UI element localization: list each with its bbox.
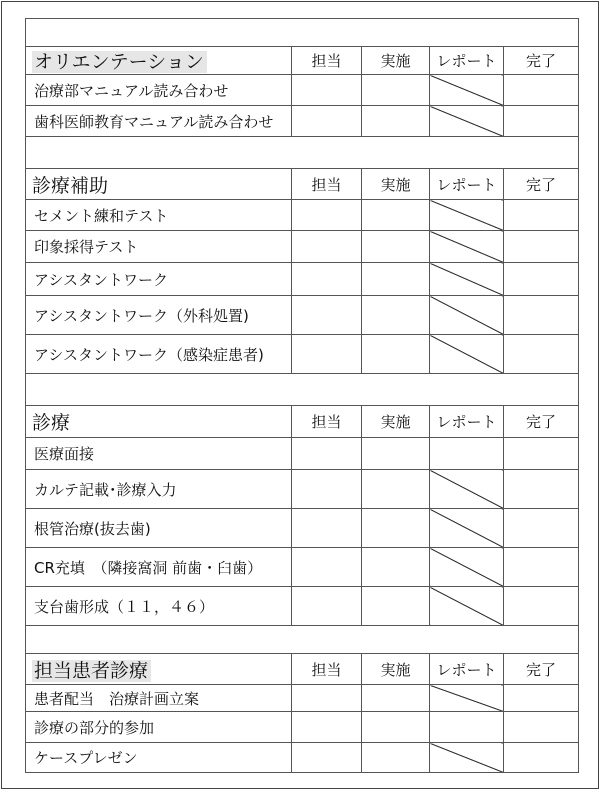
tanto-cell[interactable] [292, 743, 362, 773]
jisshi-cell[interactable] [362, 438, 430, 470]
item-label: 印象採得テスト [26, 231, 292, 263]
report-cell[interactable] [430, 438, 504, 470]
item-label: アシスタントワーク [26, 263, 292, 296]
jisshi-cell[interactable] [362, 106, 430, 137]
jisshi-cell[interactable] [362, 263, 430, 296]
table-row [26, 438, 579, 470]
kanryo-cell[interactable] [504, 335, 579, 374]
section-title: 診療補助 [32, 174, 109, 197]
section-header-shinryo-hojo [26, 169, 579, 200]
report-cell-na [430, 200, 504, 231]
table-row [26, 263, 579, 296]
column-header-tanto: 担当 [292, 47, 362, 75]
item-label: 歯科医師教育マニュアル読み合わせ [26, 106, 292, 137]
jisshi-cell[interactable] [362, 470, 430, 509]
tanto-cell[interactable] [292, 470, 362, 509]
column-header-report: レポート [430, 654, 504, 685]
kanryo-cell[interactable] [504, 548, 579, 587]
item-label: 診療の部分的参加 [26, 712, 292, 743]
table-row [26, 685, 579, 712]
kanryo-cell[interactable] [504, 106, 579, 137]
column-header-kanryo: 完了 [504, 47, 579, 75]
kanryo-cell[interactable] [504, 587, 579, 626]
item-label: アシスタントワーク（外科処置) [26, 296, 292, 335]
jisshi-cell[interactable] [362, 296, 430, 335]
kanryo-cell[interactable] [504, 75, 579, 106]
table-row [26, 470, 579, 509]
report-cell-na [430, 548, 504, 587]
item-label: ケースプレゼン [26, 743, 292, 773]
table-row [26, 296, 579, 335]
kanryo-cell[interactable] [504, 263, 579, 296]
kanryo-cell[interactable] [504, 200, 579, 231]
tanto-cell[interactable] [292, 231, 362, 263]
table-row [26, 509, 579, 548]
kanryo-cell[interactable] [504, 712, 579, 743]
column-header-kanryo: 完了 [504, 654, 579, 685]
tanto-cell[interactable] [292, 438, 362, 470]
item-label: アシスタントワーク（感染症患者) [26, 335, 292, 374]
report-cell-na [430, 509, 504, 548]
section-header-orientation [26, 47, 579, 75]
tanto-cell[interactable] [292, 548, 362, 587]
jisshi-cell[interactable] [362, 587, 430, 626]
column-header-report: レポート [430, 47, 504, 75]
report-cell-na [430, 685, 504, 712]
column-header-tanto: 担当 [292, 654, 362, 685]
kanryo-cell[interactable] [504, 509, 579, 548]
report-cell-na [430, 743, 504, 773]
jisshi-cell[interactable] [362, 548, 430, 587]
column-header-jisshi: 実施 [362, 406, 430, 438]
jisshi-cell[interactable] [362, 685, 430, 712]
kanryo-cell[interactable] [504, 231, 579, 263]
tanto-cell[interactable] [292, 263, 362, 296]
column-header-kanryo: 完了 [504, 169, 579, 200]
kanryo-cell[interactable] [504, 470, 579, 509]
column-header-tanto: 担当 [292, 406, 362, 438]
spacer-row [26, 626, 579, 654]
section-header-shinryo [26, 406, 579, 438]
tanto-cell[interactable] [292, 712, 362, 743]
jisshi-cell[interactable] [362, 743, 430, 773]
report-cell-na [430, 335, 504, 374]
item-label: 治療部マニュアル読み合わせ [26, 75, 292, 106]
kanryo-cell[interactable] [504, 296, 579, 335]
column-header-jisshi: 実施 [362, 47, 430, 75]
column-header-report: レポート [430, 169, 504, 200]
spacer-row [26, 19, 579, 47]
item-label: 根管治療(抜去歯) [26, 509, 292, 548]
jisshi-cell[interactable] [362, 712, 430, 743]
tanto-cell[interactable] [292, 685, 362, 712]
jisshi-cell[interactable] [362, 231, 430, 263]
column-header-tanto: 担当 [292, 169, 362, 200]
table-row [26, 75, 579, 106]
table-row [26, 200, 579, 231]
report-cell-na [430, 75, 504, 106]
report-cell-na [430, 106, 504, 137]
report-cell-na [430, 470, 504, 509]
item-label: セメント練和テスト [26, 200, 292, 231]
table-row [26, 548, 579, 587]
kanryo-cell[interactable] [504, 438, 579, 470]
table-row [26, 231, 579, 263]
column-header-kanryo: 完了 [504, 406, 579, 438]
item-label: 患者配当 治療計画立案 [26, 685, 292, 712]
jisshi-cell[interactable] [362, 200, 430, 231]
column-header-jisshi: 実施 [362, 654, 430, 685]
tanto-cell[interactable] [292, 75, 362, 106]
item-label: 医療面接 [26, 438, 292, 470]
tanto-cell[interactable] [292, 106, 362, 137]
table-row [26, 743, 579, 773]
jisshi-cell[interactable] [362, 509, 430, 548]
table-row [26, 587, 579, 626]
tanto-cell[interactable] [292, 587, 362, 626]
section-header-tanto-kanja [26, 654, 579, 685]
report-cell-na [430, 296, 504, 335]
item-label: 支台歯形成（１１，４６） [26, 587, 292, 626]
report-cell-na [430, 587, 504, 626]
report-cell-na [430, 231, 504, 263]
kanryo-cell[interactable] [504, 743, 579, 773]
jisshi-cell[interactable] [362, 335, 430, 374]
tanto-cell[interactable] [292, 200, 362, 231]
tanto-cell[interactable] [292, 509, 362, 548]
section-title: 診療 [32, 412, 71, 434]
tanto-cell[interactable] [292, 296, 362, 335]
section-title: 担当患者診療 [32, 660, 151, 682]
tanto-cell[interactable] [292, 335, 362, 374]
table-row [26, 106, 579, 137]
report-cell-na [430, 263, 504, 296]
table-row [26, 335, 579, 374]
table-row [26, 712, 579, 743]
section-title: オリエンテーション [32, 51, 207, 73]
spacer-row [26, 137, 579, 169]
item-label: CR充填 （隣接窩洞 前歯・臼歯） [26, 548, 292, 587]
jisshi-cell[interactable] [362, 75, 430, 106]
item-label: カルテ記載･診療入力 [26, 470, 292, 509]
column-header-jisshi: 実施 [362, 169, 430, 200]
kanryo-cell[interactable] [504, 685, 579, 712]
column-header-report: レポート [430, 406, 504, 438]
training-checklist-table [25, 18, 579, 773]
spacer-row [26, 374, 579, 406]
report-cell[interactable] [430, 712, 504, 743]
